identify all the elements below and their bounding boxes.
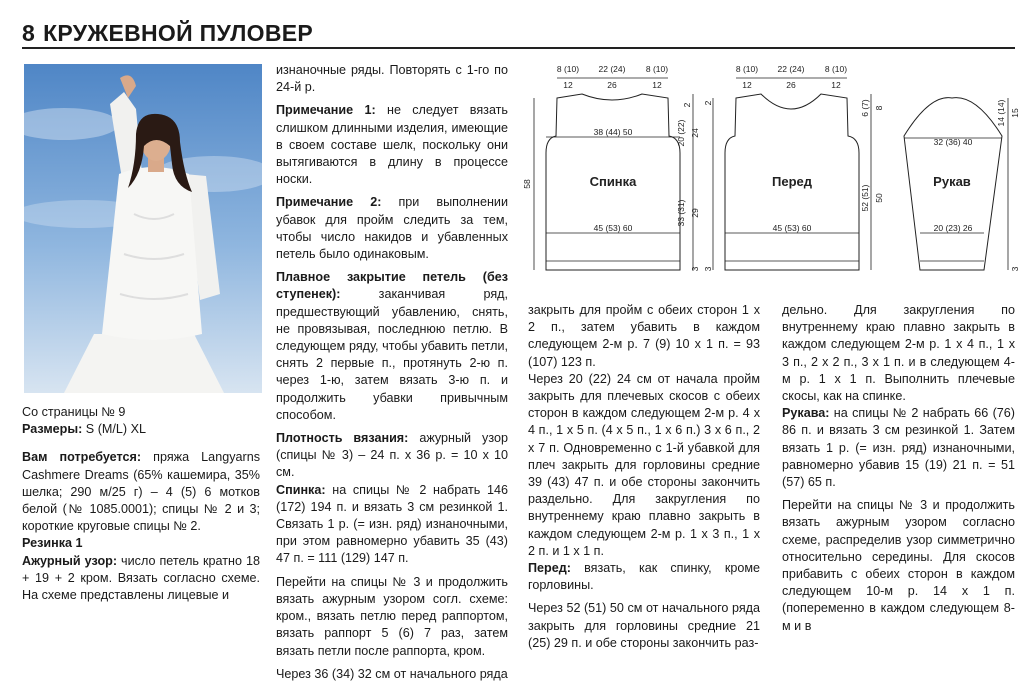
dim-label: 38 (44) 50 bbox=[593, 127, 633, 137]
column-3 bbox=[528, 302, 760, 652]
front-label: Перед: bbox=[528, 561, 571, 576]
piece-label: Спинка bbox=[589, 174, 637, 189]
dim-label: 3 bbox=[1010, 266, 1020, 272]
dim-label: 8 (10) bbox=[824, 64, 848, 74]
dim-label: 2 bbox=[703, 100, 713, 106]
dim-label: 8 bbox=[874, 105, 884, 111]
lace-text: число петель кратно 18 + 19 + 2 кром. Вязать согласно схеме. На схеме представлены лицевые и bbox=[22, 553, 260, 603]
paragraph: закрыть для пройм с обеих сторон 1 х 2 п., затем убавить в каждом следующем 2-м р. 7 (9) 10 х 1 п. = 93 (107) 123 п. bbox=[528, 303, 760, 369]
back-schematic bbox=[520, 58, 700, 283]
back-label: Спинка: bbox=[276, 482, 326, 497]
note-2-text: при выполнении убавок для пройм следить за тем, чтобы число накидов и убавленных петель было одинаковым. bbox=[276, 195, 509, 262]
piece-label: Перед bbox=[772, 174, 812, 189]
dim-label: 26 bbox=[786, 80, 796, 90]
sleeve-text: на спицы № 2 набрать 66 (76) 86 п. и вязать 3 см резинкой 1. Затем вязать 1 р. (= изн. ряд) изнаночными, равномерно убавив 15 (19) 21 п. = 51 (57) 65 п. bbox=[782, 406, 1015, 490]
paragraph: Через 36 (34) 32 см от начального ряда bbox=[276, 666, 508, 681]
dim-label: 15 bbox=[1010, 108, 1020, 118]
lace-label: Ажурный узор: bbox=[22, 553, 118, 568]
paragraph: Через 52 (51) 50 см от начального ряда закрыть для горловины средние 21 (25) 29 п. и обе стороны закончить раз- bbox=[528, 601, 760, 650]
materials-label: Вам потребуется: bbox=[22, 450, 142, 465]
gauge-text: ажурный узор (спицы № 3) – 24 п. х 36 р. = 10 х 10 см. bbox=[276, 431, 508, 480]
rib-heading bbox=[22, 535, 260, 552]
note-2 bbox=[276, 194, 508, 263]
sleeve-schematic bbox=[890, 58, 1025, 283]
dim-label: 29 bbox=[690, 208, 700, 218]
materials-text: пряжа Langyarns Cashmere Dreams (65% кашемира, 35% шелка; 290 м/25 г) – 4 (5) 6 мотков белой (№ 1085.0001); спицы № 2 и 3; короткие круговые спицы № 2. bbox=[22, 450, 260, 534]
dim-label: 12 bbox=[563, 80, 573, 90]
dim-label: 2 bbox=[682, 102, 692, 108]
smooth-bind-off bbox=[276, 269, 508, 424]
dim-label: 50 bbox=[874, 193, 884, 203]
column-2 bbox=[276, 62, 508, 683]
column-1 bbox=[22, 404, 260, 604]
dim-label: 8 (10) bbox=[556, 64, 580, 74]
dim-label: 26 bbox=[607, 80, 617, 90]
dim-label: 8 (10) bbox=[645, 64, 669, 74]
dim-label: 12 bbox=[742, 80, 752, 90]
dim-label: 45 (53) 60 bbox=[772, 223, 812, 233]
sizes-label: Размеры: bbox=[22, 422, 83, 437]
dim-label: 58 bbox=[522, 179, 532, 189]
dim-label: 3 bbox=[690, 266, 700, 272]
dim-label: 33 (31) bbox=[676, 199, 686, 227]
lace-pattern bbox=[22, 553, 260, 605]
sleeve-label: Рукава: bbox=[782, 406, 830, 421]
page-title bbox=[22, 20, 313, 47]
title-rule bbox=[22, 47, 1015, 49]
gauge bbox=[276, 430, 508, 482]
photo-illustration bbox=[24, 64, 262, 393]
rib-heading-text: Резинка 1 bbox=[22, 536, 83, 551]
paragraph: Перейти на спицы № 3 и продолжить вязать ажурным узором согл. схеме: кром., вязать петлю перед раппортом, вязать раппорт 5 (6) 7 раз, затем вязать петли после раппорта, кром. bbox=[276, 574, 508, 658]
front-instructions bbox=[528, 560, 760, 594]
smooth-text: заканчивая ряд, предшествующий убавлению, снять, не провязывая, последнюю петлю. В следующем ряду, чтобы убавить петли, снять 2 первые п., протянуть 2-ю п. через 1-ю, затем вязать 3-ю п. и продолжить убавки привычным способом. bbox=[276, 287, 508, 422]
title-text: КРУЖЕВНОЙ ПУЛОВЕР bbox=[43, 20, 314, 46]
source-note: Со страницы № 9 bbox=[22, 405, 126, 419]
dim-label: 22 (24) bbox=[777, 64, 805, 74]
page-number: 8 bbox=[22, 20, 36, 46]
note-2-label: Примечание 2: bbox=[276, 195, 382, 210]
dim-label: 8 (10) bbox=[735, 64, 759, 74]
sizes-line bbox=[22, 421, 260, 438]
back-instructions bbox=[276, 482, 508, 568]
dim-label: 12 bbox=[652, 80, 662, 90]
dim-label: 3 bbox=[703, 266, 713, 272]
dim-label: 12 bbox=[831, 80, 841, 90]
paragraph: Через 20 (22) 24 см от начала пройм закрыть для плечевых скосов с обеих сторон в каждом следующем 2-м р. 4 х 4 п., 1 х 5 п. (4 х 5 п., 1 х 6 п.) 3 х 6 п., 2 х 7 п. Одновременно с 1-й убавкой для плеч закрыть для горловины средние 39 (43) 47 п. и обе стороны закончить раздельно. Для закругления по внутреннему краю плавно закрыть в каждом следующем 2-м р. 1 х 3 п., 1 х 2 п. и 1 х 1 п. bbox=[528, 371, 760, 558]
front-schematic bbox=[705, 58, 885, 283]
front-text: вязать, как спинку, кроме горловины. bbox=[528, 561, 760, 593]
model-photo bbox=[24, 64, 262, 393]
dim-label: 52 (51) bbox=[860, 184, 870, 212]
dim-label: 24 bbox=[690, 128, 700, 138]
dim-label: 22 (24) bbox=[598, 64, 626, 74]
dim-label: 14 (14) bbox=[996, 99, 1006, 127]
column-4 bbox=[782, 302, 1015, 635]
dim-label: 20 (22) bbox=[676, 119, 686, 147]
materials bbox=[22, 449, 260, 535]
dim-label: 32 (36) 40 bbox=[933, 137, 973, 147]
dim-label: 6 (7) bbox=[860, 99, 870, 117]
gauge-label: Плотность вязания: bbox=[276, 431, 409, 446]
note-1-label: Примечание 1: bbox=[276, 103, 376, 118]
sizes-value: S (M/L) XL bbox=[82, 422, 146, 437]
sleeve-instructions bbox=[782, 405, 1015, 491]
note-1 bbox=[276, 102, 508, 188]
dim-label: 20 (23) 26 bbox=[933, 223, 973, 233]
smooth-label: Плавное закрытие петель (без ступенек): bbox=[276, 270, 508, 302]
piece-label: Рукав bbox=[933, 174, 971, 189]
dim-label: 45 (53) 60 bbox=[593, 223, 633, 233]
paragraph: Перейти на спицы № 3 и продолжить вязать ажурным узором согласно схеме, распределив узор симметрично относительно середины. Для скосов прибавить с обеих сторон в каждом следующем 10-м р. 14 х 1 п. (попеременно в каждом следующем 8-м и в bbox=[782, 498, 1015, 633]
note-1-text: не следует вязать слишком длинными изделия, имеющие в своем составе шелк, поскольку они вытягиваются в длину в процессе носки. bbox=[276, 103, 508, 187]
paragraph: изнаночные ряды. Повторять с 1-го по 24-й р. bbox=[276, 63, 508, 95]
paragraph: дельно. Для закругления по внутреннему краю плавно закрыть в каждом следующем 2-м р. 1 х 4 п., 1 х 3 п., 2 х 2 п., 3 х 1 п. и в следующем 4-м р. 1 х 1 п. Выполнить плечевые скосы, как на спинке. bbox=[782, 303, 1015, 404]
back-text: на спицы № 2 набрать 146 (172) 194 п. и вязать 3 см резинкой 1. Связать 1 р. (= изн. ряд) изнаночными, при этом равномерно убавить 35 (43) 47 п. = 111 (129) 147 п. bbox=[276, 482, 508, 566]
